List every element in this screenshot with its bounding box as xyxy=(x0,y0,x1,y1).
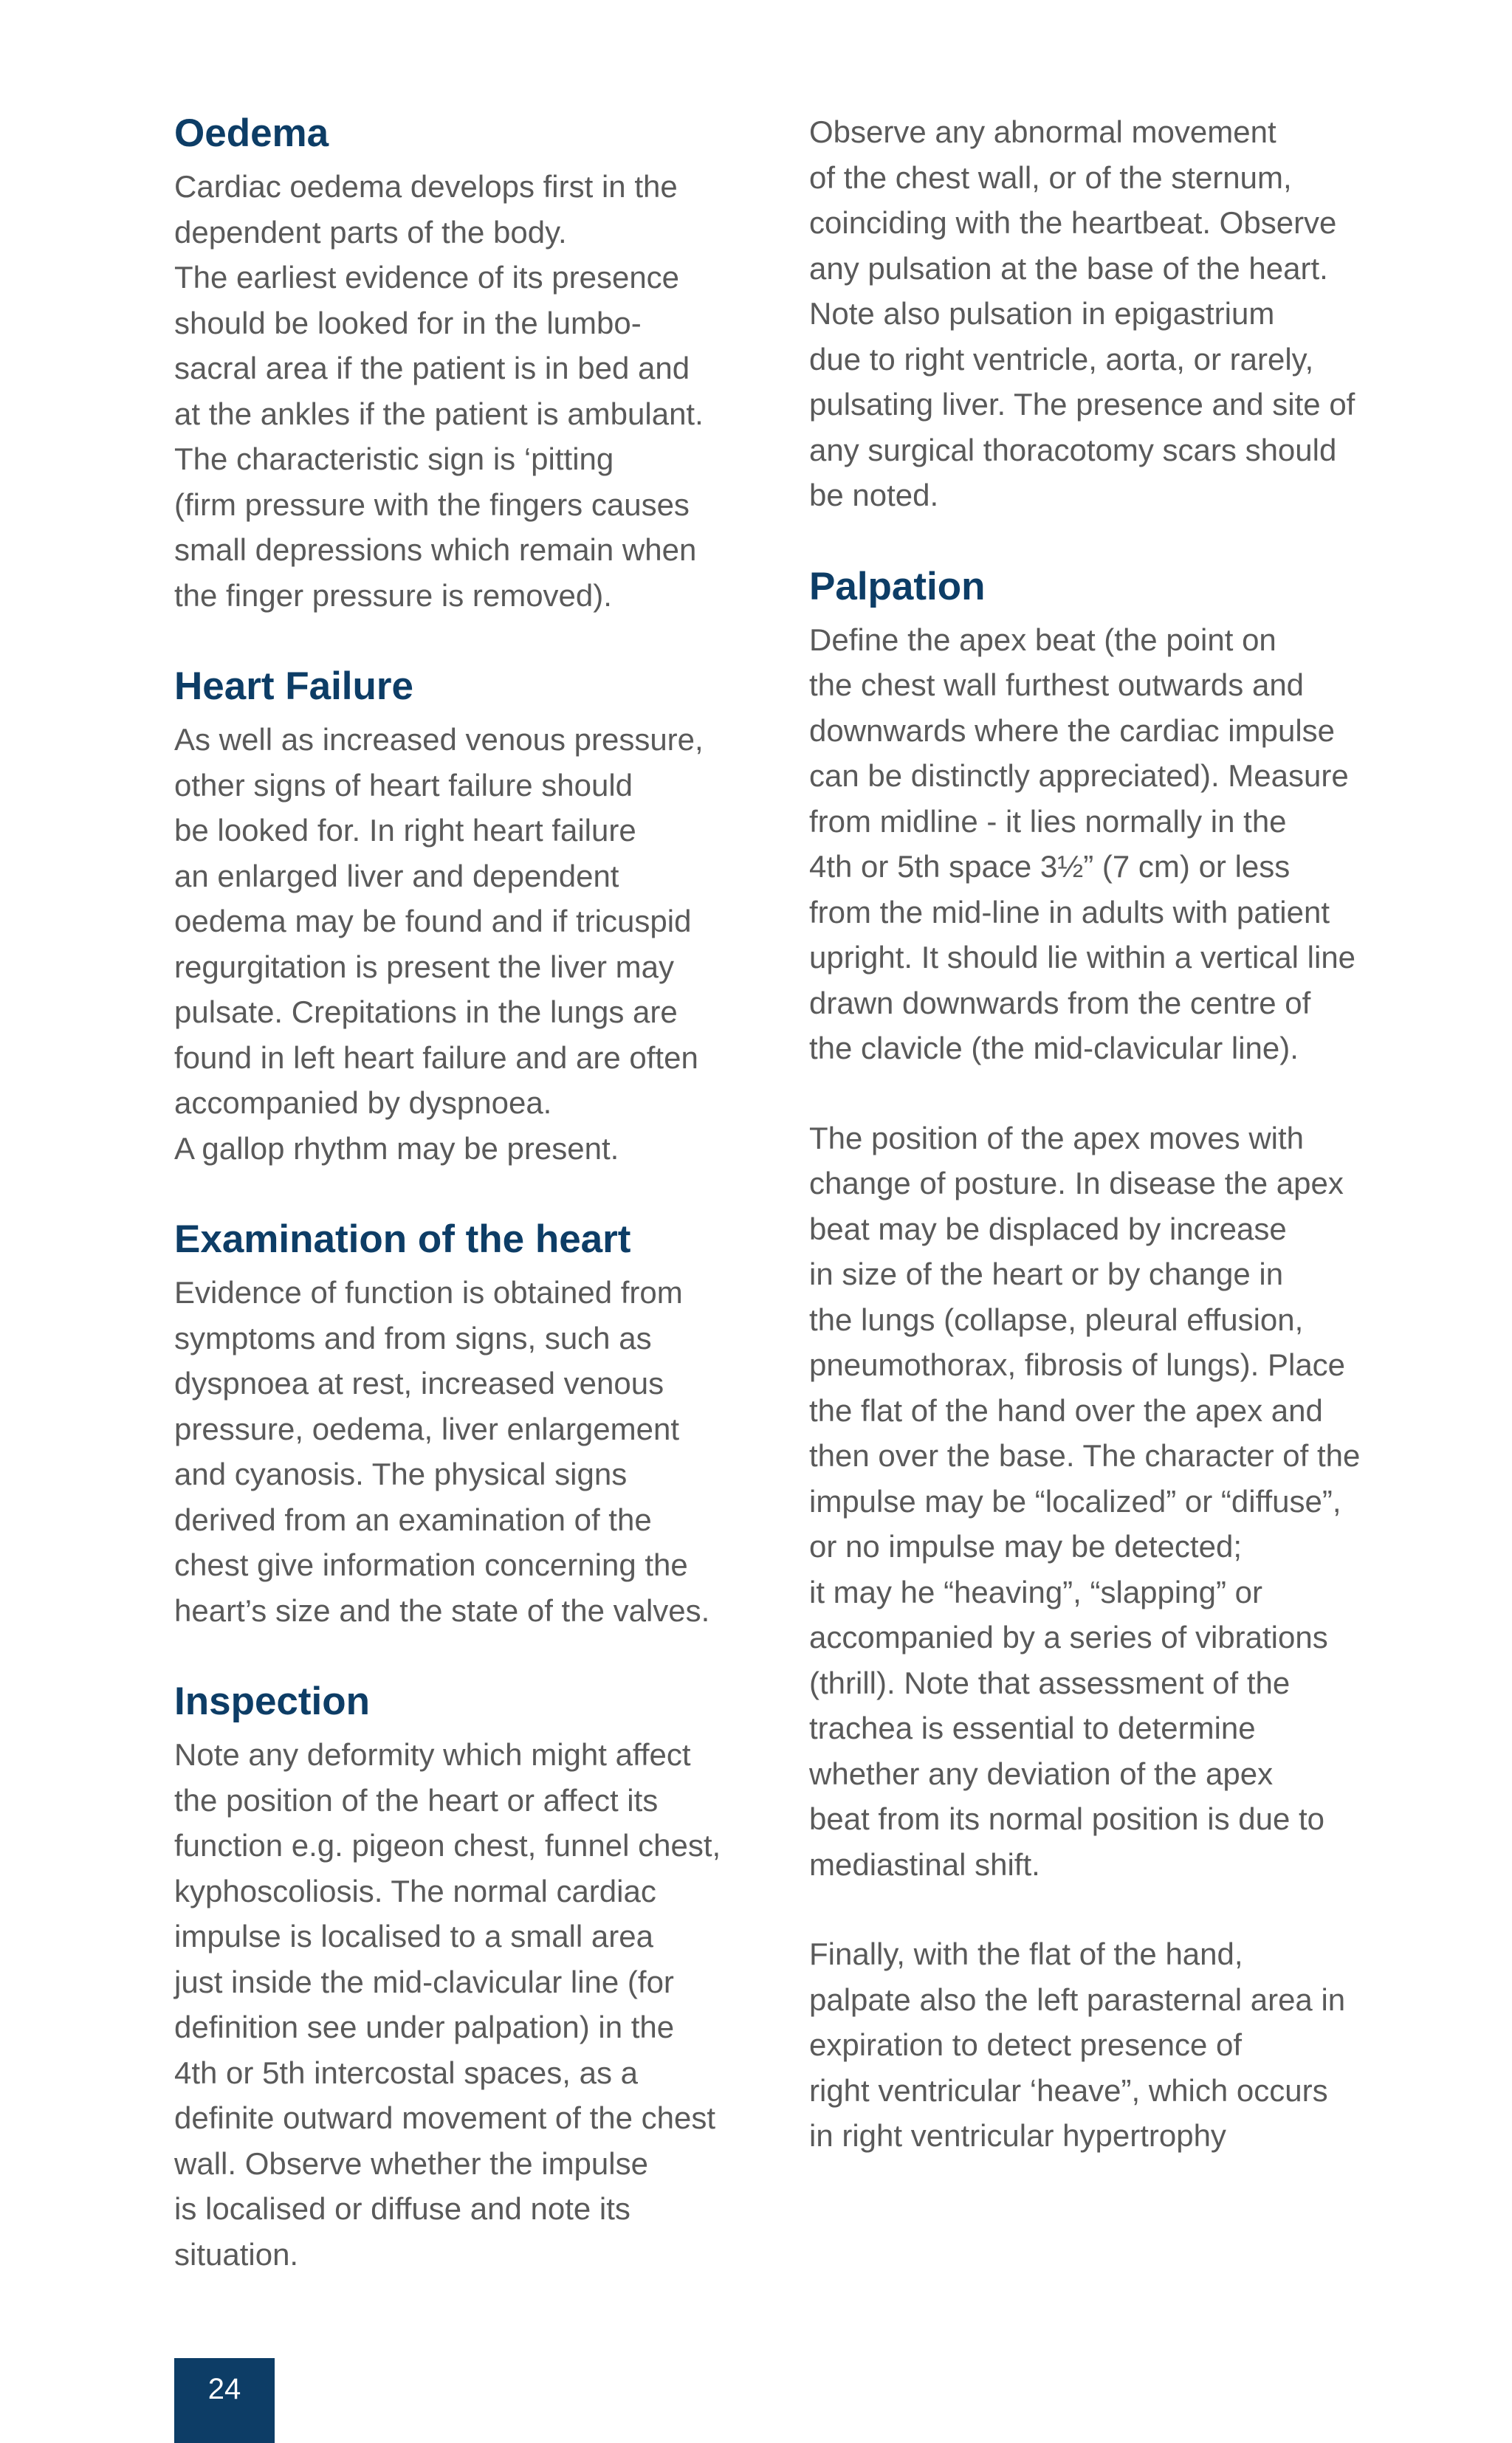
paragraph: Evidence of function is obtained from symptoms and from signs, such as dyspnoea at rest, increased venous pressure, oedema, liver enlargement and cyanosis. The physical signs derived from an examination of the chest give information concerning the heart’s size and the state of the valves. xyxy=(174,1275,710,1628)
section-palpation xyxy=(809,563,1415,2159)
paragraph: The position of the apex moves with change of posture. In disease the apex beat may be displaced by increase in size of the heart or by change in the lungs (collapse, pleural effusion, pneumothorax, fibrosis of lungs). Place the flat of the hand over the apex and then over the base. The character of the impulse may be “localized” or “diffuse”, or no impulse may be detected; it may he “heaving”, “slapping” or accompanied by a series of vibrations (thrill). Note that assessment of the trachea is essential to determine whether any deviation of the apex beat from its normal position is due to mediastinal shift. xyxy=(809,1120,1361,1882)
paragraph: Finally, with the flat of the hand, palpate also the left parasternal area in expiration to detect presence of right ventricular ‘heave”, which occurs in right ventricular hypertrophy xyxy=(809,1937,1346,2153)
paragraph: Note any deformity which might affect the position of the heart or affect its function e.g. pigeon chest, funnel chest, kyphoscoliosis. The normal cardiac impulse is localised to a small area just inside the mid-clavicular line (for definition see under palpation) in the 4th or 5th intercostal spaces, as a definite outward movement of the chest wall. Observe whether the impulse is localised or diffuse and note its situation. xyxy=(174,1737,721,2272)
paragraph-intro: Observe any abnormal movement of the chest wall, or of the sternum, coinciding with the heartbeat. Observe any pulsation at the base of the heart. Note also pulsation in epigastrium due to right ventricle, aorta, or rarely, pulsating liver. The presence and site of any surgical thoracotomy scars should be noted. xyxy=(809,114,1355,512)
paragraph: As well as increased venous pressure, other signs of heart failure should be looked for. In right heart failure an enlarged liver and dependent oedema may be found and if tricuspid regurgitation is present the liver may pulsate. Crepitations in the lungs are found in left heart failure and are often accompanied by dyspnoea. xyxy=(174,722,704,1120)
section-inspection xyxy=(174,1677,780,2277)
section-heading-inspection: Inspection xyxy=(174,1680,371,1723)
paragraph: The earliest evidence of its presence should be looked for in the lumbo- sacral area if the patient is in bed and at the ankles if the patient is ambulant. The characteristic sign is ‘pitting (firm pressure with the fingers causes small depressions which remain when the finger pressure is removed). xyxy=(174,260,704,613)
section-examination xyxy=(174,1215,780,1633)
section-heading-palpation: Palpation xyxy=(809,564,986,608)
page-number: 24 xyxy=(174,2358,275,2443)
paragraph: Cardiac oedema develops first in the dependent parts of the body. xyxy=(174,169,678,250)
section-heading-oedema: Oedema xyxy=(174,111,329,155)
paragraph: A gallop rhythm may be present. xyxy=(174,1130,619,1166)
paragraph: Define the apex beat (the point on the chest wall furthest outwards and downwards where the cardiac impulse can be distinctly appreciated). Measure from midline - it lies normally in the 4th or 5th space 3½” (7 cm) or less from the mid-line in adults with patient upright. It should lie within a vertical line drawn downwards from the centre of the clavicle (the mid-clavicular line). xyxy=(809,622,1356,1065)
right-column xyxy=(809,109,1415,2159)
section-heading-examination: Examination of the heart xyxy=(174,1217,631,1261)
section-oedema xyxy=(174,109,780,618)
section-heading-heart-failure: Heart Failure xyxy=(174,664,414,708)
left-column xyxy=(174,109,780,2277)
section-heart-failure xyxy=(174,662,780,1171)
